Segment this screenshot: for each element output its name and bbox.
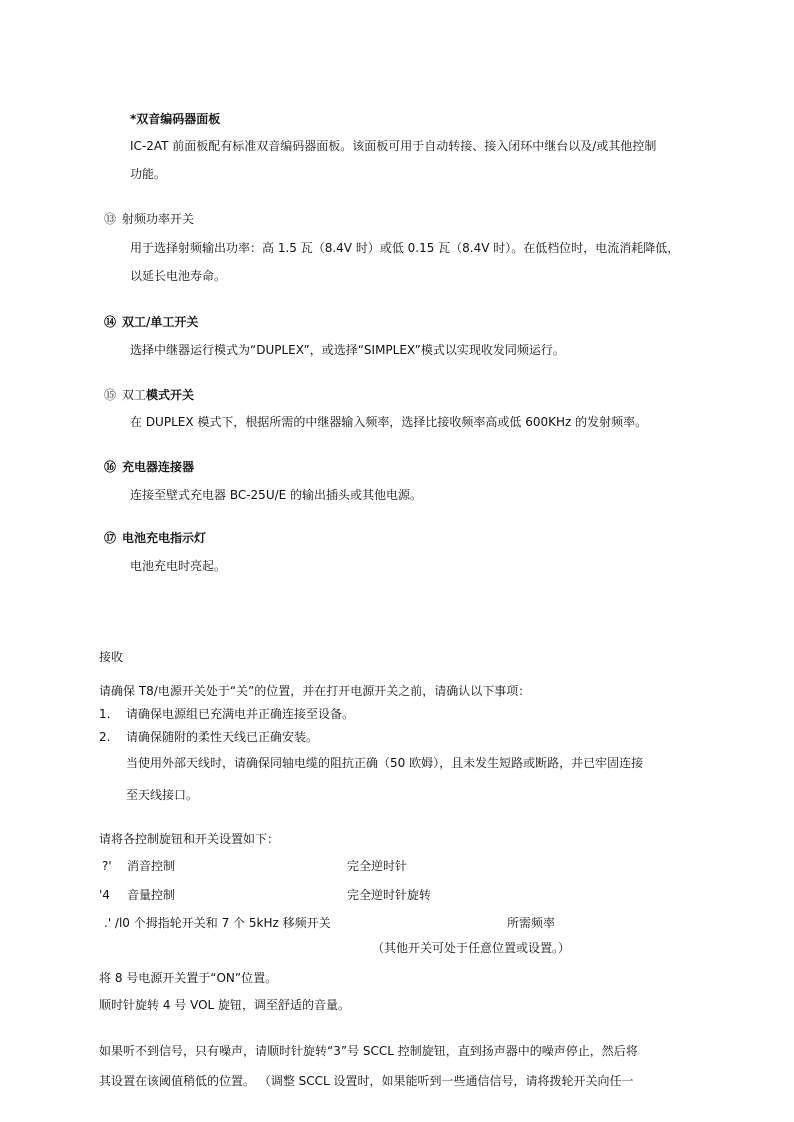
control-1-setting: 完全逆时针	[347, 859, 408, 873]
volume-instruction: 顺时针旋转 4 号 VOL 旋钮，调至舒适的音量。	[99, 998, 351, 1012]
item-13-desc-line1: 用于选择射频输出功率：高 1.5 瓦（8.4V 时）或低 0.15 瓦（8.4V 时）。在低档位时，电流消耗降低，	[130, 241, 680, 255]
item-14-number: ⑭	[104, 315, 117, 329]
receive-intro: 请确保 T8/电源开关处于“关”的位置，并在打开电源开关之前，请确认以下事项：	[99, 684, 531, 698]
item-13-desc-line2: 以延长电池寿命。	[130, 269, 227, 283]
step-1-number: 1.	[99, 707, 111, 721]
control-3	[104, 917, 331, 929]
controls-intro: 请将各控制旋钮和开关设置如下：	[99, 832, 280, 846]
item-15-number: ⑮	[104, 388, 117, 402]
item-15-desc: 在 DUPLEX 模式下，根据所需的中继器输入频率，选择比接收频率高或低 600KHz 的发射频率。	[130, 415, 648, 429]
item-15-title-b: 模式开关	[146, 388, 195, 402]
control-3-mark: .' /l0	[104, 916, 130, 930]
control-2-mark: '4	[99, 888, 110, 902]
item-17-heading	[104, 532, 206, 544]
item-15-title-a: 双工	[122, 388, 147, 402]
tone-panel-heading: *双音编码器面板	[130, 112, 221, 126]
power-on-instruction: 将 8 号电源开关置于“ON”位置。	[99, 971, 278, 985]
item-13-heading	[104, 213, 194, 225]
item-14-heading	[104, 316, 198, 328]
others-note: （其他开关可处于任意位置或设置。）	[372, 941, 571, 955]
control-3-setting: 所需频率	[507, 916, 556, 930]
item-17-number: ⑰	[104, 531, 117, 545]
step-2-number: 2.	[99, 730, 111, 744]
item-14-title: 双工/单工开关	[122, 315, 199, 329]
antenna-note-line2: 至天线接口。	[126, 788, 199, 802]
squelch-line1: 如果听不到信号，只有噪声，请顺时针旋转“3”号 SCCL 控制旋钮，直到扬声器中的噪声停止，然后将	[99, 1044, 638, 1058]
item-16-heading	[104, 461, 194, 473]
item-13-title: 射频功率开关	[122, 212, 195, 226]
tone-panel-text-line1: IC-2AT 前面板配有标准双音编码器面板。该面板可用于自动转接、接入闭环中继台以及/或其他控制	[130, 139, 657, 153]
item-17-desc: 电池充电时亮起。	[130, 559, 227, 573]
receive-heading: 接收	[99, 650, 124, 664]
item-16-number: ⑯	[104, 460, 117, 474]
step-2-text: 请确保随附的柔性天线已正确安装。	[126, 730, 319, 744]
item-15-heading	[104, 389, 194, 401]
control-3-name: 个拇指轮开关和 7 个 5kHz 移频开关	[133, 916, 331, 930]
item-16-title: 充电器连接器	[122, 460, 195, 474]
squelch-line2: 其设置在该阈值稍低的位置。 （调整 SCCL 设置时，如果能听到一些通信信号，请将拨轮开关向任一	[99, 1074, 634, 1088]
step-1	[99, 708, 354, 720]
tone-panel-text-line2: 功能。	[130, 167, 167, 181]
control-1-mark: ?'	[102, 859, 112, 873]
control-2-name: 音量控制	[127, 888, 176, 902]
item-17-title: 电池充电指示灯	[122, 531, 207, 545]
antenna-note-line1: 当使用外部天线时，请确保同轴电缆的阻抗正确（50 欧姆），且未发生短路或断路，并已牢固连接	[126, 756, 644, 770]
item-16-desc: 连接至壁式充电器 BC-25U/E 的输出插头或其他电源。	[130, 488, 423, 502]
step-2	[99, 731, 318, 743]
step-1-text: 请确保电源组已充满电并正确连接至设备。	[126, 707, 355, 721]
control-2-setting: 完全逆时针旋转	[347, 888, 432, 902]
control-1-name: 消音控制	[127, 859, 176, 873]
item-13-number: ⑬	[104, 212, 117, 226]
item-14-desc: 选择中继器运行模式为“DUPLEX”，或选择“SIMPLEX”模式以实现收发同频运行。	[130, 343, 565, 357]
